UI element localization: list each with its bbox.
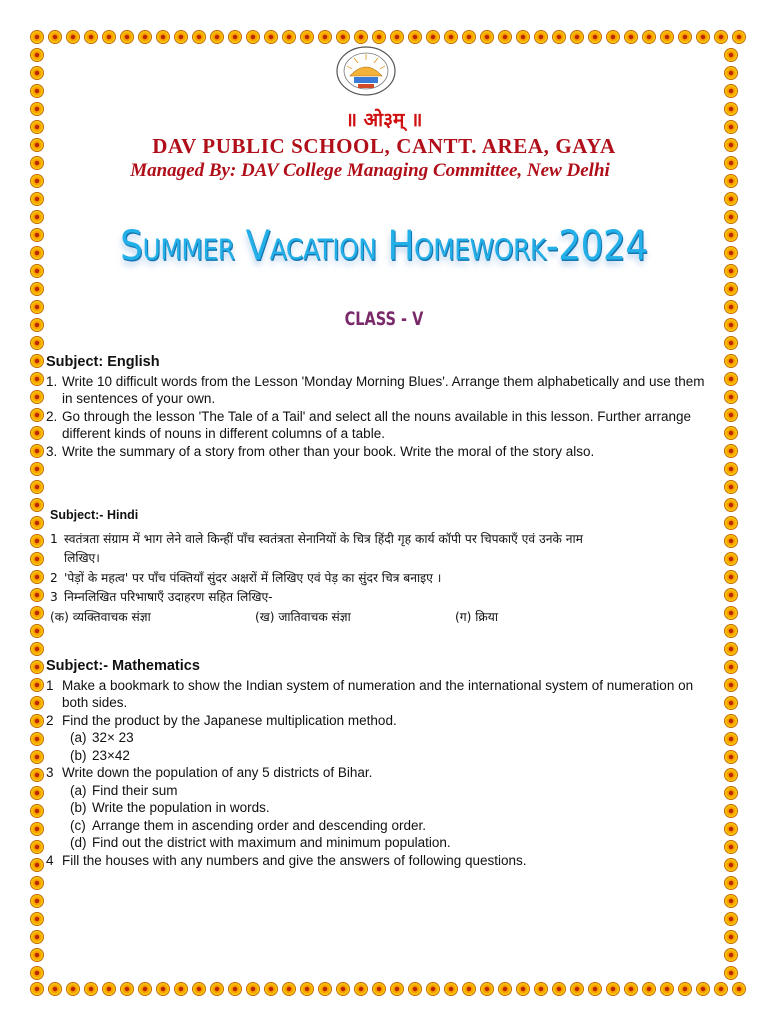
list-item (46, 764, 710, 782)
page-title: Summer Vacation Homework-2024 (120, 222, 648, 271)
item-number: 3 (50, 590, 58, 604)
school-logo (336, 46, 396, 96)
flower-ornament (31, 571, 43, 583)
flower-ornament (31, 193, 43, 205)
item-number: 2. (46, 408, 58, 424)
flower-ornament (725, 967, 737, 979)
item-text: Go through the lesson 'The Tale of a Tail' and select all the nouns available in this lesson. Further arrange different kinds of nouns in different columns of a table. (62, 408, 692, 441)
flower-ornament (139, 983, 151, 995)
flower-ornament (725, 517, 737, 529)
flower-ornament (725, 409, 737, 421)
flower-ornament (725, 697, 737, 709)
flower-ornament (301, 31, 313, 43)
flower-ornament (85, 31, 97, 43)
flower-ornament (31, 913, 43, 925)
flower-ornament (725, 841, 737, 853)
sub-label: (c) (70, 817, 86, 833)
sub-item (46, 729, 710, 747)
flower-ornament (725, 49, 737, 61)
flower-ornament (499, 31, 511, 43)
flower-ornament (31, 715, 43, 727)
flower-ornament (229, 31, 241, 43)
flower-ornament (31, 967, 43, 979)
flower-ornament (697, 31, 709, 43)
flower-ornament (715, 31, 727, 43)
flower-ornament (725, 859, 737, 871)
sub-label: (a) (70, 730, 87, 745)
list-item (50, 569, 610, 589)
flower-ornament (535, 31, 547, 43)
flower-ornament (31, 211, 43, 223)
school-name: DAV PUBLIC SCHOOL, CANTT. AREA, GAYA (152, 134, 616, 158)
flower-ornament (355, 31, 367, 43)
flower-ornament (31, 697, 43, 709)
flower-ornament (625, 983, 637, 995)
flower-ornament (31, 553, 43, 565)
border-bottom (28, 980, 740, 998)
flower-ornament (725, 607, 737, 619)
flower-ornament (31, 841, 43, 853)
flower-ornament (445, 31, 457, 43)
flower-ornament (463, 31, 475, 43)
flower-ornament (607, 31, 619, 43)
class-label: CLASS - V (344, 308, 424, 330)
flower-ornament (157, 983, 169, 995)
flower-ornament (725, 661, 737, 673)
english-heading: Subject: English (46, 354, 160, 370)
flower-ornament (31, 733, 43, 745)
hindi-heading: Subject:- Hindi (50, 508, 139, 522)
list-item (46, 443, 710, 461)
flower-ornament (725, 175, 737, 187)
flower-ornament (31, 751, 43, 763)
flower-ornament (31, 391, 43, 403)
hindi-section (50, 506, 610, 627)
flower-ornament (139, 31, 151, 43)
flower-ornament (589, 983, 601, 995)
flower-ornament (31, 427, 43, 439)
flower-ornament (31, 67, 43, 79)
flower-ornament (31, 983, 43, 995)
border-left (28, 46, 46, 980)
flower-ornament (409, 31, 421, 43)
type-common-noun: (ख) जातिवाचक संज्ञा (255, 609, 351, 624)
flower-ornament (725, 481, 737, 493)
flower-ornament (247, 983, 259, 995)
flower-ornament (725, 553, 737, 565)
flower-ornament (463, 983, 475, 995)
flower-ornament (725, 589, 737, 601)
flower-ornament (31, 373, 43, 385)
border-top (28, 28, 740, 46)
flower-ornament (517, 31, 529, 43)
flower-ornament (31, 895, 43, 907)
flower-ornament (553, 31, 565, 43)
flower-ornament (283, 31, 295, 43)
list-item (46, 677, 710, 712)
flower-ornament (725, 463, 737, 475)
flower-ornament (589, 31, 601, 43)
item-text: Fill the houses with any numbers and give the answers of following questions. (62, 852, 527, 868)
flower-ornament (121, 983, 133, 995)
item-number: 2 (50, 570, 58, 585)
flower-ornament (31, 481, 43, 493)
flower-ornament (725, 733, 737, 745)
flower-ornament (409, 983, 421, 995)
flower-ornament (31, 661, 43, 673)
flower-ornament (103, 983, 115, 995)
flower-ornament (355, 983, 367, 995)
flower-ornament (725, 193, 737, 205)
flower-ornament (725, 499, 737, 511)
flower-ornament (31, 625, 43, 637)
list-item (50, 530, 610, 569)
flower-ornament (725, 337, 737, 349)
sub-label: (b) (70, 800, 87, 815)
flower-ornament (31, 319, 43, 331)
flower-ornament (725, 373, 737, 385)
flower-ornament (31, 823, 43, 835)
flower-ornament (697, 983, 709, 995)
flower-ornament (725, 85, 737, 97)
flower-ornament (31, 931, 43, 943)
flower-ornament (725, 283, 737, 295)
flower-ornament (553, 983, 565, 995)
english-section (46, 354, 710, 460)
flower-ornament (31, 301, 43, 313)
flower-ornament (725, 679, 737, 691)
flower-ornament (31, 85, 43, 97)
sub-item (46, 817, 710, 835)
flower-ornament (319, 31, 331, 43)
item-number: 3. (46, 443, 58, 459)
sub-item (46, 782, 710, 800)
sub-label: (b) (70, 747, 87, 763)
flower-ornament (121, 31, 133, 43)
sub-text: Find their sum (92, 782, 178, 798)
type-verb: (ग) क्रिया (455, 609, 498, 624)
sub-text: Find out the district with maximum and minimum population. (92, 835, 451, 850)
flower-ornament (373, 31, 385, 43)
flower-ornament (725, 787, 737, 799)
list-item (46, 712, 710, 730)
item-text: Make a bookmark to show the Indian system of numeration and the international system of numeration on both sides. (62, 677, 694, 710)
flower-ornament (31, 589, 43, 601)
flower-ornament (31, 643, 43, 655)
flower-ornament (679, 31, 691, 43)
flower-ornament (607, 983, 619, 995)
flower-ornament (31, 607, 43, 619)
item-text: निम्नलिखित परिभाषाएँ उदाहरण सहित लिखिए- (64, 590, 273, 604)
sub-text: Arrange them in ascending order and descending order. (92, 817, 426, 833)
flower-ornament (571, 31, 583, 43)
flower-ornament (211, 31, 223, 43)
flower-ornament (725, 769, 737, 781)
sub-item (46, 799, 710, 817)
flower-ornament (31, 679, 43, 691)
flower-ornament (725, 355, 737, 367)
flower-ornament (391, 31, 403, 43)
sub-item (46, 747, 710, 765)
flower-ornament (49, 983, 61, 995)
item-number: 1 (46, 677, 54, 693)
sub-text: 23×42 (92, 747, 130, 763)
flower-ornament (193, 31, 205, 43)
flower-ornament (481, 983, 493, 995)
list-item (46, 852, 710, 870)
flower-ornament (31, 787, 43, 799)
flower-ornament (247, 31, 259, 43)
flower-ornament (283, 983, 295, 995)
flower-ornament (31, 499, 43, 511)
item-number: 3 (46, 765, 54, 780)
flower-ornament (31, 769, 43, 781)
flower-ornament (725, 427, 737, 439)
flower-ornament (643, 31, 655, 43)
flower-ornament (725, 571, 737, 583)
sub-label: (a) (70, 782, 87, 798)
flower-ornament (337, 983, 349, 995)
flower-ornament (391, 983, 403, 995)
list-item (46, 408, 710, 443)
flower-ornament (373, 983, 385, 995)
flower-ornament (571, 983, 583, 995)
item-number: 2 (46, 712, 54, 728)
flower-ornament (427, 983, 439, 995)
flower-ornament (31, 463, 43, 475)
flower-ornament (625, 31, 637, 43)
flower-ornament (337, 31, 349, 43)
flower-ornament (725, 535, 737, 547)
sub-label: (d) (70, 835, 87, 850)
flower-ornament (725, 949, 737, 961)
flower-ornament (733, 983, 745, 995)
flower-ornament (67, 31, 79, 43)
item-number: 4 (46, 852, 54, 868)
flower-ornament (725, 319, 737, 331)
item-number: 1. (46, 373, 58, 389)
flower-ornament (725, 895, 737, 907)
flower-ornament (31, 517, 43, 529)
flower-ornament (725, 751, 737, 763)
flower-ornament (319, 983, 331, 995)
flower-ornament (725, 643, 737, 655)
sub-item (46, 834, 710, 852)
list-item (46, 373, 710, 408)
flower-ornament (301, 983, 313, 995)
flower-ornament (725, 301, 737, 313)
flower-ornament (31, 949, 43, 961)
flower-ornament (725, 67, 737, 79)
flower-ornament (725, 805, 737, 817)
sub-text: 32× 23 (92, 730, 134, 745)
flower-ornament (85, 983, 97, 995)
list-item (50, 588, 610, 608)
managing-committee: Managed By: DAV College Managing Committee, New Delhi (130, 160, 610, 181)
flower-ornament (265, 31, 277, 43)
flower-ornament (733, 31, 745, 43)
flower-ornament (31, 535, 43, 547)
flower-ornament (31, 445, 43, 457)
om-invocation: ॥ ओ३म् ॥ (345, 109, 423, 131)
flower-ornament (265, 983, 277, 995)
flower-ornament (643, 983, 655, 995)
flower-ornament (499, 983, 511, 995)
flower-ornament (31, 859, 43, 871)
flower-ornament (725, 877, 737, 889)
flower-ornament (725, 931, 737, 943)
sub-text: Write the population in words. (92, 800, 270, 815)
border-right (722, 46, 740, 980)
flower-ornament (31, 409, 43, 421)
flower-ornament (725, 391, 737, 403)
flower-ornament (175, 983, 187, 995)
flower-ornament (725, 823, 737, 835)
flower-ornament (517, 983, 529, 995)
flower-ornament (725, 211, 737, 223)
flower-ornament (175, 31, 187, 43)
flower-ornament (679, 983, 691, 995)
flower-ornament (715, 983, 727, 995)
flower-ornament (31, 49, 43, 61)
flower-ornament (427, 31, 439, 43)
flower-ornament (229, 983, 241, 995)
item-text: स्वतंत्रता संग्राम में भाग लेने वाले किन्हीं पाँच स्वतंत्रता सेनानियों के चित्र हिंदी गृह कार्य कॉपी पर चिपकाएँ एवं उनके नाम लिखिए। (64, 531, 583, 565)
flower-ornament (661, 983, 673, 995)
item-number: 1 (50, 531, 58, 546)
maths-heading: Subject:- Mathematics (46, 658, 200, 674)
item-text: Write 10 difficult words from the Lesson 'Monday Morning Blues'. Arrange them alphabetically and use them in sentences of your own. (62, 373, 705, 406)
item-text: Write the summary of a story from other than your book. Write the moral of the story also. (62, 443, 595, 459)
flower-ornament (193, 983, 205, 995)
flower-ornament (31, 31, 43, 43)
flower-ornament (445, 983, 457, 995)
flower-ornament (157, 31, 169, 43)
item-text: Write down the population of any 5 districts of Bihar. (62, 765, 373, 780)
flower-ornament (31, 805, 43, 817)
type-proper-noun: (क) व्यक्तिवाचक संज्ञा (50, 609, 151, 624)
item-text: 'पेड़ों के महत्व' पर पाँच पंक्तियाँ सुंदर अक्षरों में लिखिए एवं पेड़ का सुंदर चित्र बनाइए । (64, 570, 442, 585)
flower-ornament (31, 337, 43, 349)
flower-ornament (67, 983, 79, 995)
flower-ornament (725, 445, 737, 457)
flower-ornament (535, 983, 547, 995)
noun-types-row (50, 608, 610, 628)
flower-ornament (103, 31, 115, 43)
flower-ornament (31, 877, 43, 889)
flower-ornament (725, 913, 737, 925)
flower-ornament (725, 715, 737, 727)
flower-ornament (211, 983, 223, 995)
flower-ornament (49, 31, 61, 43)
maths-section (46, 658, 710, 869)
flower-ornament (31, 355, 43, 367)
flower-ornament (31, 283, 43, 295)
flower-ornament (725, 625, 737, 637)
item-text: Find the product by the Japanese multiplication method. (62, 712, 397, 728)
flower-ornament (661, 31, 673, 43)
flower-ornament (481, 31, 493, 43)
